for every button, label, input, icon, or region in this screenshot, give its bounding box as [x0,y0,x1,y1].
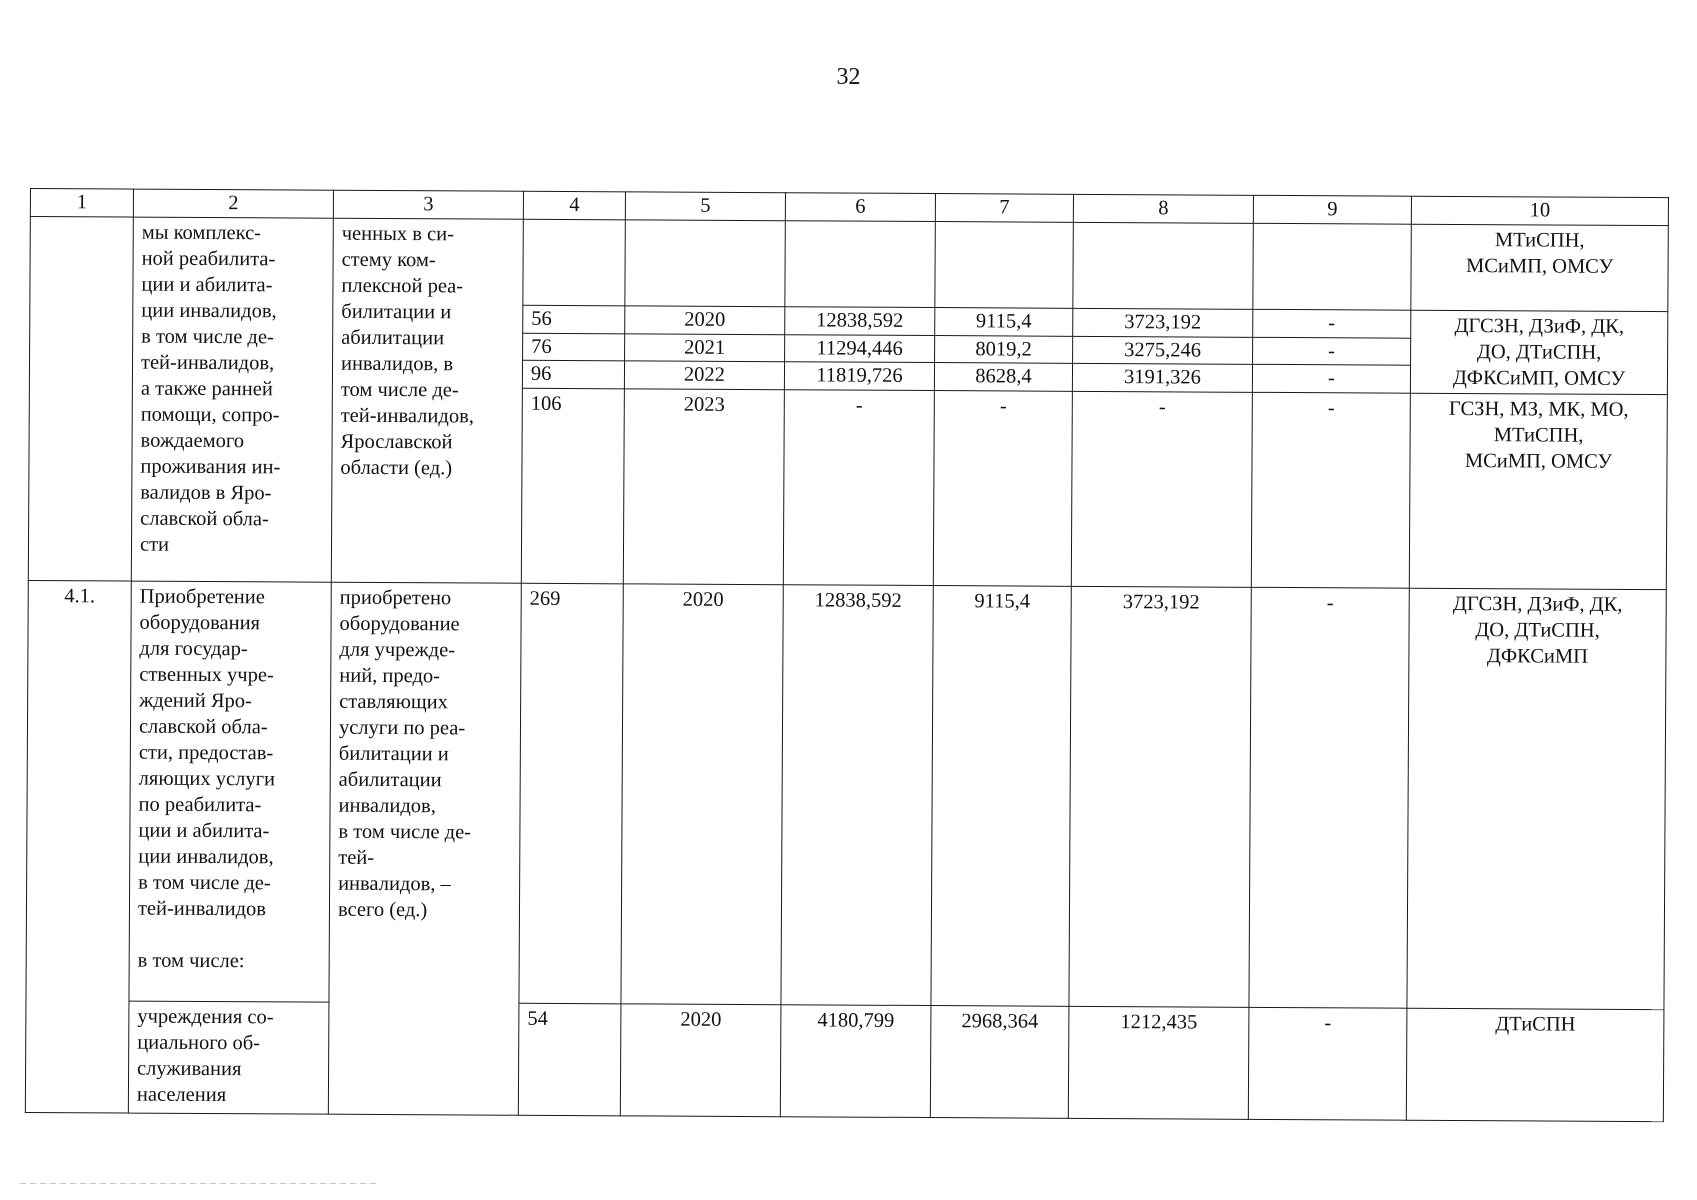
header-cell: 9 [1253,195,1411,224]
header-cell: 2 [133,189,333,218]
program-table [25,188,1669,1122]
year-cell: 2021 [625,333,785,362]
table-cell [523,219,625,306]
value-cell: 4180,799 [780,1005,931,1118]
year-cell: 2020 [625,306,785,335]
value-cell: 3723,192 [1073,308,1253,337]
cell-number-empty [28,216,133,581]
value-cell: 269 [519,583,623,1004]
value-cell: 3191,326 [1072,364,1252,393]
year-cell: 2023 [623,389,784,585]
value-cell: - [783,390,934,586]
value-cell: 9115,4 [935,307,1073,335]
table-cell [1253,223,1411,310]
header-cell: 1 [30,189,133,217]
value-cell: 54 [518,1003,621,1115]
value-cell: 106 [521,388,624,583]
value-cell: - [1253,309,1411,338]
header-cell: 7 [935,194,1073,222]
header-cell: 10 [1411,196,1668,225]
value-cell: - [933,390,1072,586]
value-cell: 11294,446 [785,334,935,363]
value-cell: 9115,4 [931,585,1071,1006]
header-cell: 6 [785,193,935,222]
item-4-1-description: Приобретение оборудования для государ- ственных учре- ждений Яро- славской обла- сти, предостав- ляющих услуги по реабилита- ции и абилита- ции инвалидов, в том числе де- тей-инвалидов в том числе: [129,581,331,1003]
value-cell: 2968,364 [930,1006,1069,1119]
page-number: 32 [836,64,861,90]
item-4-1-row [26,580,1666,1010]
value-cell: - [1071,391,1252,587]
year-cell: 2020 [620,1004,781,1117]
value-cell: 96 [522,360,624,388]
executors-cell: ГСЗН, МЗ, МК, МО, МТиСПН, МСиМП, ОМСУ [1409,393,1667,589]
task-description-cont: мы комплекс- ной реабилита- ции и абилита- ции инвалидов, в том числе де- тей-инвалидов, а также ранней помощи, сопро- вождаемого проживания ин- валидов в Яро- славской обла- сти [131,217,333,582]
table-cell [785,220,935,307]
value-cell: 3723,192 [1069,586,1251,1007]
value-cell: 76 [523,333,625,361]
indicator-description-cont: ченных в си- стему ком- плексной реа- билитации и абилитации инвалидов, в том числе де- тей-инвалидов, Ярославской области (ед.) [331,218,523,583]
executors-cell: ДГСЗН, ДЗиФ, ДК, ДО, ДТиСПН, ДФКСиМП [1407,588,1666,1010]
continuation-row-top [30,216,1668,311]
header-cell: 5 [625,192,785,221]
year-cell: 2020 [621,584,783,1005]
value-cell: - [1251,392,1410,588]
header-cell: 8 [1073,194,1253,223]
value-cell: 11819,726 [784,362,934,391]
value-cell: - [1252,365,1410,394]
value-cell: - [1249,587,1409,1008]
executors-cell: ДГСЗН, ДЗиФ, ДК, ДО, ДТиСПН, ДФКСиМП, ОМСУ [1410,310,1667,394]
executors-cell: ДТиСПН [1406,1008,1664,1121]
value-cell: 8628,4 [934,363,1072,391]
value-cell: 8019,2 [935,335,1073,363]
scan-artifact-line [20,1183,380,1184]
table-cell [935,221,1073,308]
value-cell: - [1253,337,1411,366]
executors-cell: МТиСПН, МСиМП, ОМСУ [1411,224,1668,312]
sub-item-description: учреждения со- циального об- служивания населения [128,1001,329,1114]
sub-item-row [25,1001,1664,1122]
value-cell: 12838,592 [785,307,935,336]
value-cell: - [1248,1008,1407,1121]
document-table-container [25,188,1668,1122]
item-number: 4.1. [25,580,131,1113]
value-cell: 56 [523,305,625,333]
table-cell [625,220,785,307]
header-cell: 4 [523,191,625,219]
table-cell [1073,222,1253,309]
year-cell: 2022 [624,361,784,390]
item-4-1-indicator: приобретено оборудование для учрежде- ний, предо- ставляющих услуги по реа- билитации и абилитации инвалидов, в том числе де- тей- инвалидов, – всего (ед.) [328,582,521,1115]
value-cell: 3275,246 [1073,336,1253,365]
value-cell: 12838,592 [781,584,933,1005]
value-cell: 1212,435 [1068,1007,1249,1120]
header-cell: 3 [333,190,523,219]
